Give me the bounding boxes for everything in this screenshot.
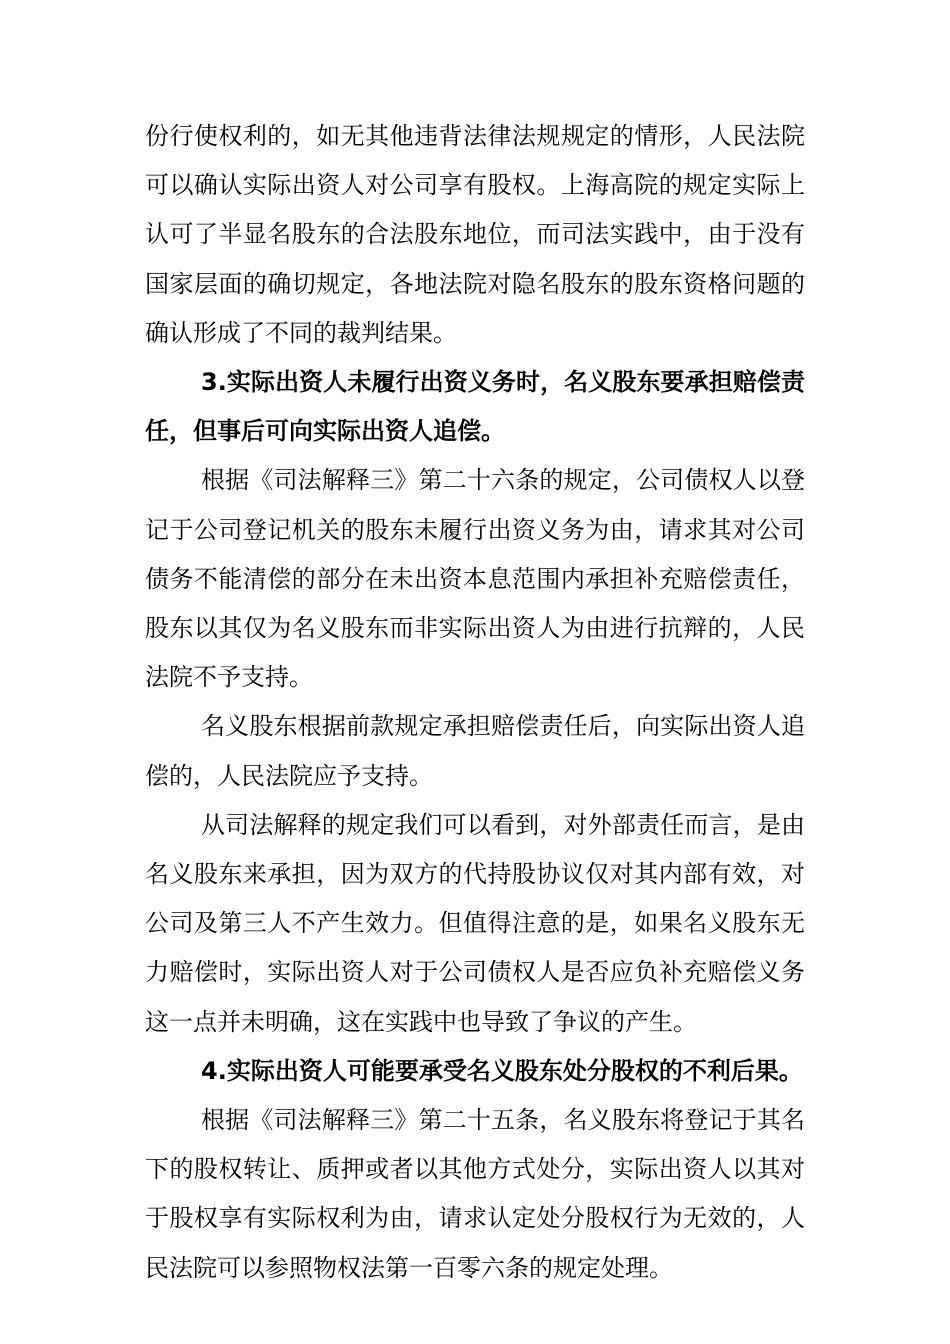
paragraph-article-26: 根据《司法解释三》第二十六条的规定，公司债权人以登记于公司登记机关的股东未履行出资义务为由，请求其对公司债务不能清偿的部分在未出资本息范围内承担补充赔偿责任，股东以其仅为名义股东而非实际出资人为由进行抗辩的，人民法院不予支持。 bbox=[145, 466, 805, 692]
paragraph-article-25: 根据《司法解释三》第二十五条，名义股东将登记于其名下的股权转让、质押或者以其他方式处分，实际出资人以其对于股权享有实际权利为由，请求认定处分股权行为无效的，人民法院可以参照物权法第一百零六条的规定处理。 bbox=[145, 1106, 805, 1282]
paragraph-recourse: 名义股东根据前款规定承担赔偿责任后，向实际出资人追偿的，人民法院应予支持。 bbox=[145, 712, 805, 790]
document-body bbox=[145, 112, 805, 1293]
paragraph-continued: 份行使权利的，如无其他违背法律法规规定的情形，人民法院可以确认实际出资人对公司享有股权。上海高院的规定实际上认可了半显名股东的合法股东地位，而司法实践中，由于没有国家层面的确切规定，各地法院对隐名股东的股东资格问题的确认形成了不同的裁判结果。 bbox=[145, 122, 805, 347]
section-heading-4: 4.实际出资人可能要承受名义股东处分股权的不利后果。 bbox=[201, 1056, 803, 1085]
paragraph-analysis: 从司法解释的规定我们可以看到，对外部责任而言，是由名义股东来承担，因为双方的代持股协议仅对其内部有效，对公司及第三人不产生效力。但值得注意的是，如果名义股东无力赔偿时，实际出资人对于公司债权人是否应负补充赔偿义务这一点并未明确，这在实践中也导致了争议的产生。 bbox=[145, 810, 805, 1036]
section-heading-3: 3.实际出资人未履行出资义务时，名义股东要承担赔偿责任，但事后可向实际出资人追偿。 bbox=[145, 368, 805, 446]
